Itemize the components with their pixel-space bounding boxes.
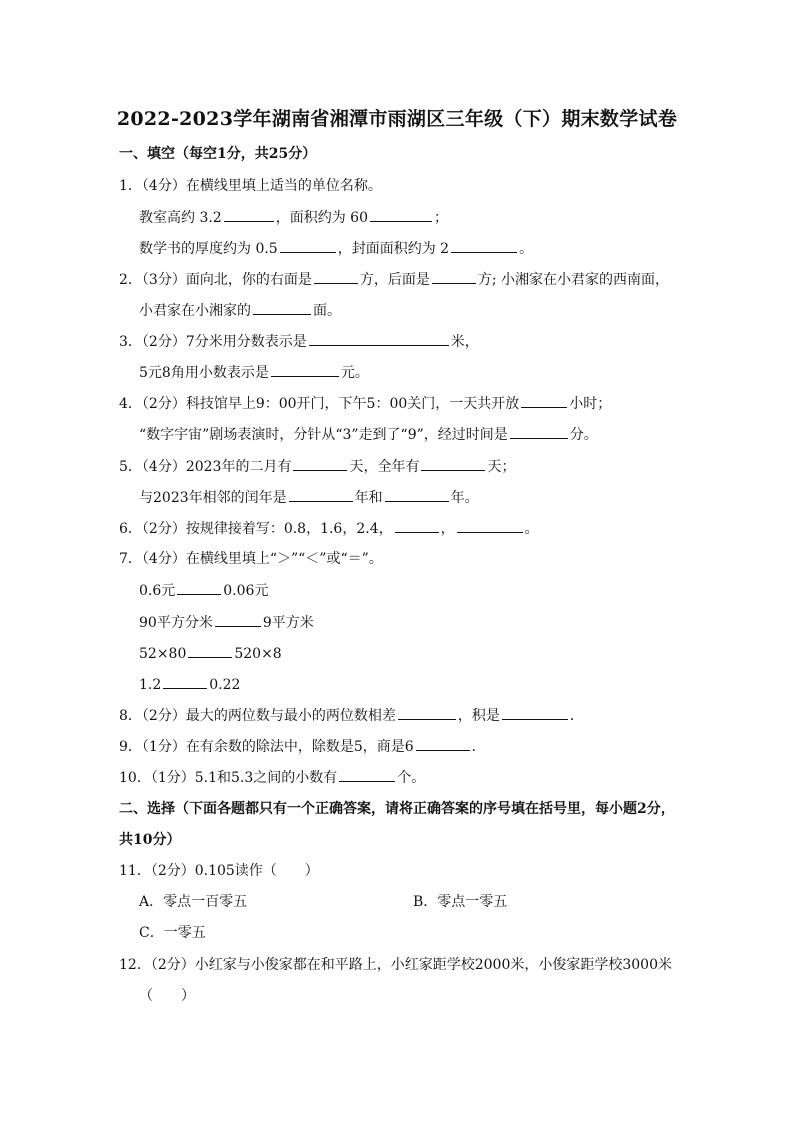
section-2-heading-line-2: 共10分） xyxy=(119,832,181,848)
answer-blank[interactable] xyxy=(395,518,439,533)
answer-blank[interactable] xyxy=(521,393,567,408)
answer-blank[interactable] xyxy=(224,207,274,222)
answer-blank[interactable] xyxy=(502,705,568,720)
question-7-compare-1: 0.6元 0.06元 xyxy=(139,580,268,601)
answer-blank[interactable] xyxy=(253,300,311,315)
answer-blank[interactable] xyxy=(309,331,449,346)
question-9: 9．（1分）在有余数的除法中，除数是5，商是6 ． xyxy=(119,736,486,757)
section-2-heading-line-1: 二、选择（下面各题都只有一个正确答案，请将正确答案的序号填在括号里，每小题2分， xyxy=(119,801,675,817)
question-5-line-2: 与2023年相邻的闰年是 年和 年。 xyxy=(139,487,479,508)
page-title: 2022-2023学年湖南省湘潭市雨湖区三年级（下）期末数学试卷 xyxy=(116,108,678,130)
answer-blank[interactable] xyxy=(314,269,358,284)
question-11-option-c[interactable]: C．一零五 xyxy=(139,925,206,941)
question-2-line-2: 小君家在小湘家的 面。 xyxy=(139,300,341,321)
answer-blank[interactable] xyxy=(432,269,476,284)
question-8: 8．（2分）最大的两位数与最小的两位数相差 ，积是 ． xyxy=(119,705,584,726)
answer-blank[interactable] xyxy=(188,643,232,658)
question-1-stem: 1．（4分）在横线里填上适当的单位名称。 xyxy=(119,178,382,194)
section-1-heading: 一、填空（每空1分，共25分） xyxy=(119,146,317,162)
answer-blank[interactable] xyxy=(215,612,261,627)
answer-blank[interactable] xyxy=(370,207,432,222)
answer-blank[interactable] xyxy=(510,424,568,439)
answer-blank[interactable] xyxy=(416,736,470,751)
answer-blank[interactable] xyxy=(163,674,207,689)
question-12-answer-paren[interactable]: （ ） xyxy=(139,988,195,1004)
question-7-compare-2: 90平方分米 9平方米 xyxy=(139,612,314,633)
answer-blank[interactable] xyxy=(280,238,336,253)
question-12-stem: 12．（2分）小红家与小俊家都在和平路上，小红家距学校2000米，小俊家距学校3000米 xyxy=(119,957,672,973)
answer-blank[interactable] xyxy=(457,518,523,533)
question-6: 6．（2分）按规律接着写：0.8，1.6，2.4， ， 。 xyxy=(119,518,539,539)
question-4-line-2: “数字宇宙”剧场表演时，分针从“3”走到了“9”，经过时间是 分。 xyxy=(139,424,598,445)
question-3-line-2: 5元8角用小数表示是 元。 xyxy=(139,362,369,383)
question-1-line-2: 数学书的厚度约为 0.5 ，封面面积约为 2 。 xyxy=(139,238,533,259)
answer-blank[interactable] xyxy=(339,767,395,782)
question-5-line-1: 5．（4分）2023年的二月有 天，全年有 天； xyxy=(119,456,515,477)
question-10: 10．（1分）5.1和5.3之间的小数有 个。 xyxy=(119,767,425,788)
question-3-line-1: 3．（2分）7分米用分数表示是 米， xyxy=(119,331,479,352)
answer-blank[interactable] xyxy=(177,580,221,595)
answer-blank[interactable] xyxy=(293,456,347,471)
question-11-stem: 11．（2分）0.105读作（ ） xyxy=(119,863,319,879)
answer-blank[interactable] xyxy=(398,705,456,720)
answer-blank[interactable] xyxy=(421,456,485,471)
question-7-stem: 7．（4分）在横线里填上“＞”“＜”或“＝”。 xyxy=(119,551,383,567)
question-7-compare-3: 52×80 520×8 xyxy=(139,643,282,664)
question-4-line-1: 4．（2分）科技馆早上9：00开门，下午5：00关门，一天共开放 小时； xyxy=(119,393,611,414)
question-11-option-a[interactable]: A．零点一百零五 xyxy=(139,894,248,910)
question-11-option-b[interactable]: B．零点一零五 xyxy=(413,894,508,910)
answer-blank[interactable] xyxy=(385,487,449,502)
answer-blank[interactable] xyxy=(289,487,353,502)
answer-blank[interactable] xyxy=(271,362,339,377)
question-1-line-1: 教室高约 3.2 ，面积约为 60 ； xyxy=(139,207,448,228)
answer-blank[interactable] xyxy=(451,238,517,253)
question-2-line-1: 2．（3分）面向北，你的右面是 方，后面是 方; 小湘家在小君家的西南面， xyxy=(119,269,669,290)
question-7-compare-4: 1.2 0.22 xyxy=(139,674,240,695)
